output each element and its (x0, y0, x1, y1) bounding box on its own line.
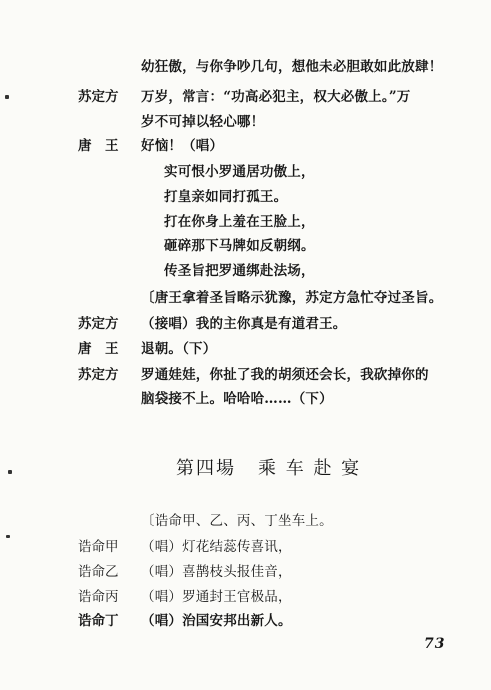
verse-line: 实可恨小罗通居功傲上， (164, 164, 315, 180)
scene-title (176, 458, 361, 480)
scene-number: 第四場 (176, 458, 236, 479)
text-line: 退朝。（下） (141, 341, 217, 357)
verse-line: 砸碎那下马牌如反朝纲。 (164, 238, 315, 254)
speaker-label: 诰命丙 (78, 589, 119, 605)
stage-direction: 〔诰命甲、乙、丙、丁坐车上。 (141, 513, 333, 529)
speaker-label: 苏定方 (78, 316, 119, 332)
text-line: 万岁，常言：“功高必犯主，权大必傲上。”万 (141, 89, 411, 105)
page-number: 73 (424, 636, 446, 652)
verse-line: 打皇亲如同打孤王。 (164, 189, 288, 205)
text-line: 罗通娃娃，你扯了我的胡须还会长，我砍掉你的 (141, 367, 429, 383)
speaker-label: 诰命甲 (78, 539, 119, 555)
speaker-label: 诰命乙 (78, 564, 119, 580)
text-line: （唱）喜鹊枝头报佳音， (141, 564, 292, 580)
speaker-label: 诰命丁 (78, 613, 119, 629)
text-line: 好恼！（唱） (141, 138, 224, 154)
speaker-label: 唐 王 (78, 138, 119, 154)
speaker-label: 苏定方 (78, 367, 119, 383)
stage-direction: 〔唐王拿着圣旨略示犹豫，苏定方急忙夺过圣旨。 (141, 290, 443, 306)
text-line: （唱）灯花结蕊传喜讯， (141, 539, 292, 555)
scan-speck (5, 95, 9, 99)
scan-speck (8, 470, 12, 474)
text-line: （唱）罗通封王官极品， (141, 589, 292, 605)
text-line: （接唱）我的主你真是有道君王。 (141, 316, 347, 332)
scene-name: 乘 车 赴 宴 (258, 458, 362, 479)
speaker-label: 唐 王 (78, 341, 119, 357)
verse-line: 传圣旨把罗通绑赴法场， (164, 263, 315, 279)
text-line: 脑袋接不上。哈哈哈……（下） (141, 391, 333, 407)
text-line: 岁不可掉以轻心哪！ (141, 114, 265, 130)
verse-line: 打在你身上羞在王脸上， (164, 214, 315, 230)
text-line: 幼狂傲，与你争吵几句，想他未必胆敢如此放肆！ (141, 59, 443, 75)
scan-speck (6, 535, 10, 538)
text-line: （唱）治国安邦出新人。 (141, 613, 292, 629)
speaker-label: 苏定方 (78, 89, 119, 105)
